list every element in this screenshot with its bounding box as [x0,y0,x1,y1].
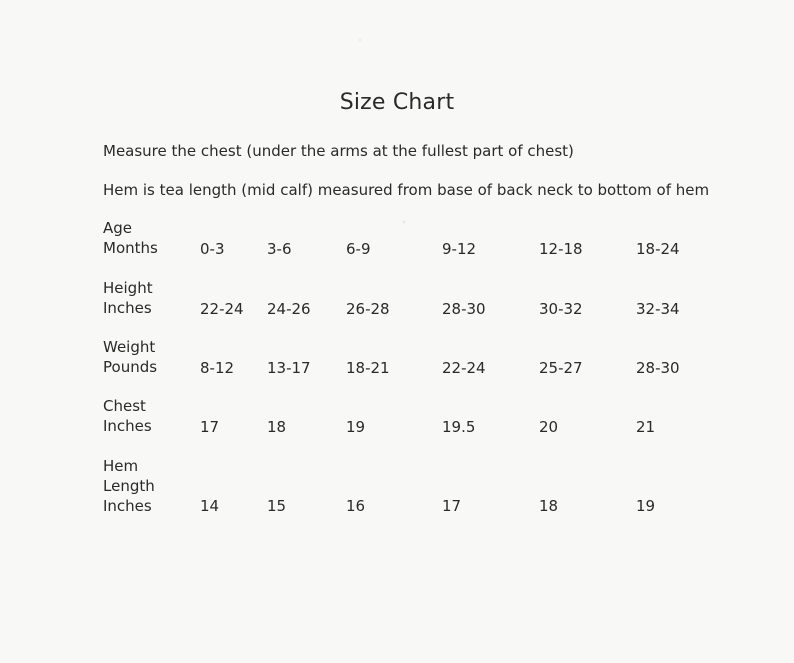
cell-age-1: 0-3 [200,240,225,258]
cell-weight-3: 18-21 [346,359,390,377]
page-title: Size Chart [339,90,455,115]
cell-height-1: 22-24 [200,300,244,318]
cell-age-2: 3-6 [267,240,292,258]
cell-chest-2: 18 [267,418,287,436]
cell-hem-4: 17 [442,497,462,515]
cell-hem-5: 18 [539,497,559,515]
chest-measure-note: Measure the chest (under the arms at the fullest part of chest) [103,142,574,160]
cell-hem-1: 14 [200,497,220,515]
cell-age-5: 12-18 [539,240,583,258]
cell-chest-1: 17 [200,418,220,436]
cell-height-5: 30-32 [539,300,583,318]
table-row-hem-length [0,456,794,536]
cell-age-3: 6-9 [346,240,371,258]
row-label-weight: Weight Pounds [103,338,158,376]
cell-height-3: 26-28 [346,300,390,318]
cell-weight-2: 13-17 [267,359,311,377]
cell-weight-4: 22-24 [442,359,486,377]
cell-chest-3: 19 [346,418,366,436]
cell-chest-4: 19.5 [442,418,476,436]
hem-length-note: Hem is tea length (mid calf) measured from base of back neck to bottom of hem [103,181,710,199]
cell-weight-5: 25-27 [539,359,583,377]
cell-height-4: 28-30 [442,300,486,318]
cell-chest-5: 20 [539,418,559,436]
cell-hem-6: 19 [636,497,656,515]
cell-hem-2: 15 [267,497,287,515]
row-label-age: Age Months [103,219,158,257]
cell-weight-1: 8-12 [200,359,235,377]
row-label-hem-length: Hem Length Inches [103,457,155,515]
row-label-chest: Chest Inches [103,397,152,435]
cell-weight-6: 28-30 [636,359,680,377]
cell-chest-6: 21 [636,418,656,436]
row-label-height: Height Inches [103,279,153,317]
cell-age-6: 18-24 [636,240,680,258]
cell-age-4: 9-12 [442,240,477,258]
cell-height-2: 24-26 [267,300,311,318]
cell-hem-3: 16 [346,497,366,515]
cell-height-6: 32-34 [636,300,680,318]
